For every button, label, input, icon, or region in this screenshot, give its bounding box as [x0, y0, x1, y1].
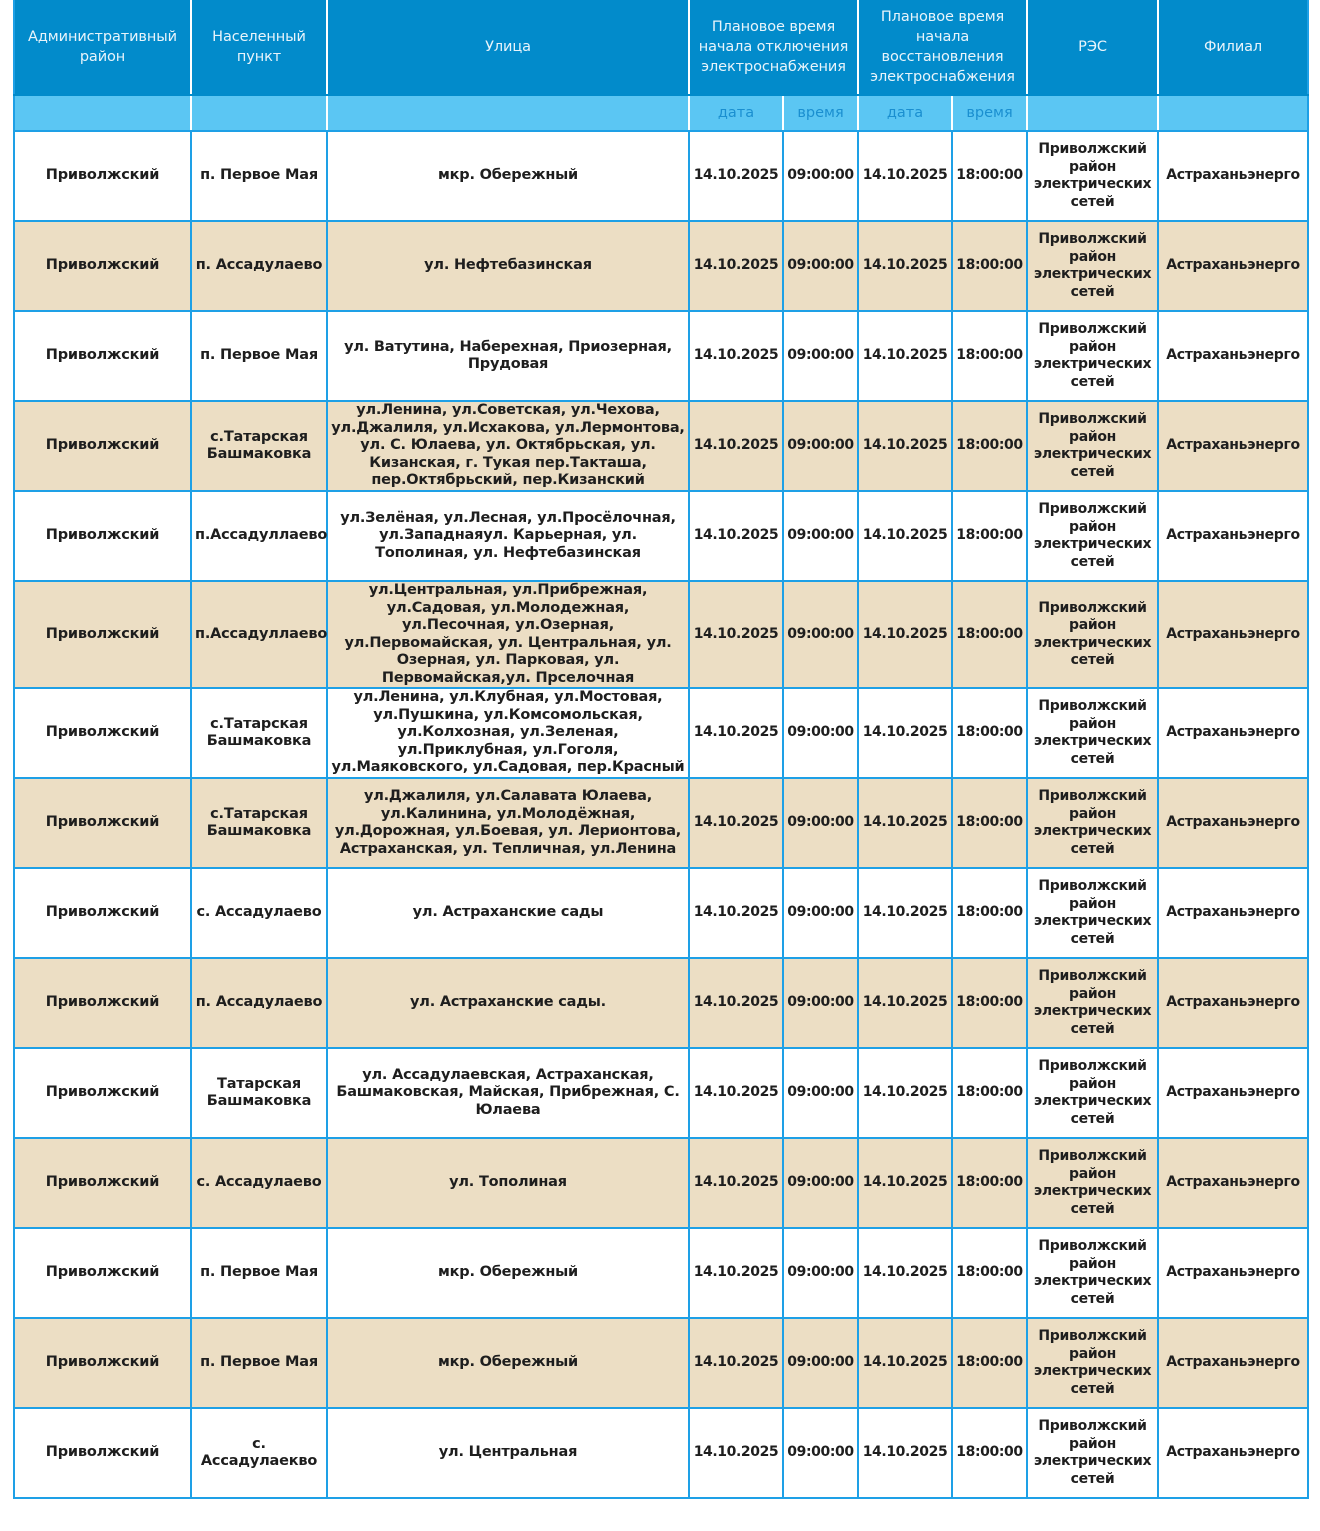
table-row: [14, 1408, 1308, 1498]
cell-street: ул.Зелёная, ул.Лесная, ул.Просёлочная, ул.Западнаяул. Карьерная, ул. Тополиная, ул. Нефтебазинская: [327, 491, 689, 581]
cell-branch: Астраханьэнерго: [1158, 1228, 1308, 1318]
table-row: [14, 581, 1308, 688]
table-row: [14, 1048, 1308, 1138]
cell-locality: п. Первое Мая: [191, 131, 327, 221]
cell-branch: Астраханьэнерго: [1158, 778, 1308, 868]
cell-restore-date: 14.10.2025: [858, 778, 952, 868]
cell-restore-date: 14.10.2025: [858, 491, 952, 581]
cell-locality: Татарская Башмаковка: [191, 1048, 327, 1138]
cell-district: Приволжский: [14, 491, 191, 581]
outage-table-container: [13, 0, 1307, 1499]
cell-outage-time: 09:00:00: [783, 1048, 858, 1138]
cell-branch: Астраханьэнерго: [1158, 1408, 1308, 1498]
cell-res: Приволжский район электрических сетей: [1027, 1318, 1158, 1408]
header-row: [14, 0, 1308, 95]
table-row: [14, 131, 1308, 221]
cell-res: Приволжский район электрических сетей: [1027, 1408, 1158, 1498]
cell-locality: с. Ассадулаекво: [191, 1408, 327, 1498]
cell-branch: Астраханьэнерго: [1158, 1048, 1308, 1138]
cell-restore-date: 14.10.2025: [858, 688, 952, 778]
cell-street: ул. Тополиная: [327, 1138, 689, 1228]
cell-district: Приволжский: [14, 868, 191, 958]
subheader-empty: [14, 95, 191, 131]
cell-district: Приволжский: [14, 221, 191, 311]
cell-branch: Астраханьэнерго: [1158, 868, 1308, 958]
cell-branch: Астраханьэнерго: [1158, 688, 1308, 778]
table-row: [14, 221, 1308, 311]
table-row: [14, 1228, 1308, 1318]
cell-outage-time: 09:00:00: [783, 868, 858, 958]
cell-restore-time: 18:00:00: [952, 958, 1027, 1048]
cell-outage-date: 14.10.2025: [689, 221, 783, 311]
cell-restore-time: 18:00:00: [952, 1408, 1027, 1498]
cell-outage-time: 09:00:00: [783, 1318, 858, 1408]
cell-district: Приволжский: [14, 311, 191, 401]
cell-locality: с.Татарская Башмаковка: [191, 401, 327, 491]
cell-street: ул.Ленина, ул.Советская, ул.Чехова, ул.Джалиля, ул.Исхакова, ул.Лермонтова, ул. С. Юлаева, ул. Октябрьская, ул. Кизанская, г. Тукая пер.Такташа, пер.Октябрьский, пер.Кизанский: [327, 401, 689, 491]
cell-outage-time: 09:00:00: [783, 1138, 858, 1228]
cell-outage-time: 09:00:00: [783, 401, 858, 491]
cell-locality: п.Ассадуллаево: [191, 581, 327, 688]
cell-restore-time: 18:00:00: [952, 1048, 1027, 1138]
table-row: [14, 311, 1308, 401]
cell-district: Приволжский: [14, 581, 191, 688]
cell-outage-time: 09:00:00: [783, 581, 858, 688]
cell-restore-date: 14.10.2025: [858, 958, 952, 1048]
cell-branch: Астраханьэнерго: [1158, 311, 1308, 401]
cell-street: ул. Центральная: [327, 1408, 689, 1498]
cell-restore-time: 18:00:00: [952, 688, 1027, 778]
cell-locality: с. Ассадулаево: [191, 868, 327, 958]
subheader-empty: [327, 95, 689, 131]
header-locality: Населенный пункт: [191, 0, 327, 95]
cell-locality: п. Первое Мая: [191, 311, 327, 401]
cell-restore-date: 14.10.2025: [858, 868, 952, 958]
cell-outage-date: 14.10.2025: [689, 311, 783, 401]
cell-locality: п.Ассадуллаево: [191, 491, 327, 581]
subheader-off-time: время: [783, 95, 858, 131]
cell-outage-date: 14.10.2025: [689, 1318, 783, 1408]
cell-branch: Астраханьэнерго: [1158, 958, 1308, 1048]
cell-res: Приволжский район электрических сетей: [1027, 311, 1158, 401]
cell-branch: Астраханьэнерго: [1158, 131, 1308, 221]
cell-street: ул.Ленина, ул.Клубная, ул.Мостовая, ул.Пушкина, ул.Комсомольская, ул.Колхозная, ул.Зеленая, ул.Приклубная, ул.Гоголя, ул.Маяковского, ул.Садовая, пер.Красный: [327, 688, 689, 778]
cell-branch: Астраханьэнерго: [1158, 491, 1308, 581]
table-row: [14, 868, 1308, 958]
table-row: [14, 688, 1308, 778]
cell-outage-date: 14.10.2025: [689, 1228, 783, 1318]
cell-outage-time: 09:00:00: [783, 958, 858, 1048]
cell-outage-time: 09:00:00: [783, 688, 858, 778]
cell-branch: Астраханьэнерго: [1158, 1138, 1308, 1228]
cell-outage-time: 09:00:00: [783, 311, 858, 401]
cell-street: ул. Ватутина, Наберехная, Приозерная, Прудовая: [327, 311, 689, 401]
table-row: [14, 491, 1308, 581]
cell-outage-time: 09:00:00: [783, 131, 858, 221]
cell-street: мкр. Обережный: [327, 1318, 689, 1408]
cell-district: Приволжский: [14, 1138, 191, 1228]
cell-street: ул.Центральная, ул.Прибрежная, ул.Садовая, ул.Молодежная, ул.Песочная, ул.Озерная, ул.Первомайская, ул. Центральная, ул. Озерная, ул. Парковая, ул. Первомайская,ул. Прселочная: [327, 581, 689, 688]
cell-street: ул. Астраханские сады: [327, 868, 689, 958]
cell-restore-date: 14.10.2025: [858, 1138, 952, 1228]
cell-restore-date: 14.10.2025: [858, 311, 952, 401]
subheader-on-date: дата: [858, 95, 952, 131]
cell-res: Приволжский район электрических сетей: [1027, 221, 1158, 311]
header-restore-start: Плановое время начала восстановления электроснабжения: [858, 0, 1027, 95]
cell-res: Приволжский район электрических сетей: [1027, 1048, 1158, 1138]
cell-restore-date: 14.10.2025: [858, 1048, 952, 1138]
cell-outage-date: 14.10.2025: [689, 958, 783, 1048]
cell-res: Приволжский район электрических сетей: [1027, 688, 1158, 778]
cell-outage-date: 14.10.2025: [689, 581, 783, 688]
cell-district: Приволжский: [14, 688, 191, 778]
cell-outage-time: 09:00:00: [783, 221, 858, 311]
cell-locality: с. Ассадулаево: [191, 1138, 327, 1228]
subheader-empty: [191, 95, 327, 131]
cell-street: ул.Джалиля, ул.Салавата Юлаева, ул.Калинина, ул.Молодёжная, ул.Дорожная, ул.Боевая, ул. Лериoнтова, Астраханская, ул. Тепличная, ул.Ленина: [327, 778, 689, 868]
table-header: [14, 0, 1308, 131]
cell-restore-date: 14.10.2025: [858, 1408, 952, 1498]
cell-locality: с.Татарская Башмаковка: [191, 778, 327, 868]
cell-res: Приволжский район электрических сетей: [1027, 1228, 1158, 1318]
table-row: [14, 401, 1308, 491]
cell-outage-time: 09:00:00: [783, 491, 858, 581]
cell-street: ул. Астраханские сады.: [327, 958, 689, 1048]
cell-restore-date: 14.10.2025: [858, 1318, 952, 1408]
cell-restore-time: 18:00:00: [952, 1228, 1027, 1318]
cell-outage-date: 14.10.2025: [689, 778, 783, 868]
cell-locality: п. Первое Мая: [191, 1228, 327, 1318]
cell-restore-time: 18:00:00: [952, 1318, 1027, 1408]
table-body: [14, 131, 1308, 1498]
cell-res: Приволжский район электрических сетей: [1027, 1138, 1158, 1228]
cell-outage-date: 14.10.2025: [689, 688, 783, 778]
cell-district: Приволжский: [14, 958, 191, 1048]
cell-res: Приволжский район электрических сетей: [1027, 778, 1158, 868]
header-res: РЭС: [1027, 0, 1158, 95]
cell-outage-date: 14.10.2025: [689, 401, 783, 491]
subheader-off-date: дата: [689, 95, 783, 131]
subheader-row: [14, 95, 1308, 131]
table-row: [14, 1318, 1308, 1408]
cell-outage-date: 14.10.2025: [689, 868, 783, 958]
cell-restore-time: 18:00:00: [952, 778, 1027, 868]
subheader-empty: [1027, 95, 1158, 131]
cell-outage-date: 14.10.2025: [689, 491, 783, 581]
cell-district: Приволжский: [14, 1318, 191, 1408]
cell-restore-time: 18:00:00: [952, 1138, 1027, 1228]
cell-outage-date: 14.10.2025: [689, 1048, 783, 1138]
cell-district: Приволжский: [14, 1228, 191, 1318]
cell-locality: п. Ассадулаево: [191, 958, 327, 1048]
cell-restore-time: 18:00:00: [952, 581, 1027, 688]
cell-branch: Астраханьэнерго: [1158, 1318, 1308, 1408]
cell-branch: Астраханьэнерго: [1158, 581, 1308, 688]
cell-outage-date: 14.10.2025: [689, 1138, 783, 1228]
cell-restore-date: 14.10.2025: [858, 1228, 952, 1318]
header-street: Улица: [327, 0, 689, 95]
cell-branch: Астраханьэнерго: [1158, 401, 1308, 491]
cell-outage-time: 09:00:00: [783, 1408, 858, 1498]
cell-branch: Астраханьэнерго: [1158, 221, 1308, 311]
subheader-on-time: время: [952, 95, 1027, 131]
header-branch: Филиал: [1158, 0, 1308, 95]
cell-restore-time: 18:00:00: [952, 401, 1027, 491]
cell-restore-time: 18:00:00: [952, 868, 1027, 958]
table-row: [14, 778, 1308, 868]
cell-street: мкр. Обережный: [327, 131, 689, 221]
cell-res: Приволжский район электрических сетей: [1027, 581, 1158, 688]
cell-restore-time: 18:00:00: [952, 131, 1027, 221]
cell-res: Приволжский район электрических сетей: [1027, 131, 1158, 221]
cell-street: ул. Ассадулаевская, Астраханская, Башмаковская, Майская, Прибрежная, С. Юлаева: [327, 1048, 689, 1138]
cell-outage-time: 09:00:00: [783, 778, 858, 868]
planned-outage-table: [13, 0, 1309, 1499]
cell-outage-time: 09:00:00: [783, 1228, 858, 1318]
cell-restore-date: 14.10.2025: [858, 221, 952, 311]
cell-locality: п. Первое Мая: [191, 1318, 327, 1408]
cell-district: Приволжский: [14, 401, 191, 491]
cell-outage-date: 14.10.2025: [689, 131, 783, 221]
cell-locality: п. Ассадулаево: [191, 221, 327, 311]
cell-locality: с.Татарская Башмаковка: [191, 688, 327, 778]
cell-res: Приволжский район электрических сетей: [1027, 958, 1158, 1048]
cell-restore-date: 14.10.2025: [858, 401, 952, 491]
cell-restore-time: 18:00:00: [952, 221, 1027, 311]
cell-street: ул. Нефтебазинская: [327, 221, 689, 311]
header-district: Административный район: [14, 0, 191, 95]
cell-district: Приволжский: [14, 1408, 191, 1498]
subheader-empty: [1158, 95, 1308, 131]
cell-outage-date: 14.10.2025: [689, 1408, 783, 1498]
table-row: [14, 1138, 1308, 1228]
cell-res: Приволжский район электрических сетей: [1027, 868, 1158, 958]
cell-restore-time: 18:00:00: [952, 491, 1027, 581]
cell-street: мкр. Обережный: [327, 1228, 689, 1318]
cell-res: Приволжский район электрических сетей: [1027, 491, 1158, 581]
cell-district: Приволжский: [14, 131, 191, 221]
cell-restore-date: 14.10.2025: [858, 581, 952, 688]
cell-district: Приволжский: [14, 778, 191, 868]
cell-restore-time: 18:00:00: [952, 311, 1027, 401]
cell-restore-date: 14.10.2025: [858, 131, 952, 221]
table-row: [14, 958, 1308, 1048]
header-outage-start: Плановое время начала отключения электроснабжения: [689, 0, 858, 95]
cell-res: Приволжский район электрических сетей: [1027, 401, 1158, 491]
cell-district: Приволжский: [14, 1048, 191, 1138]
